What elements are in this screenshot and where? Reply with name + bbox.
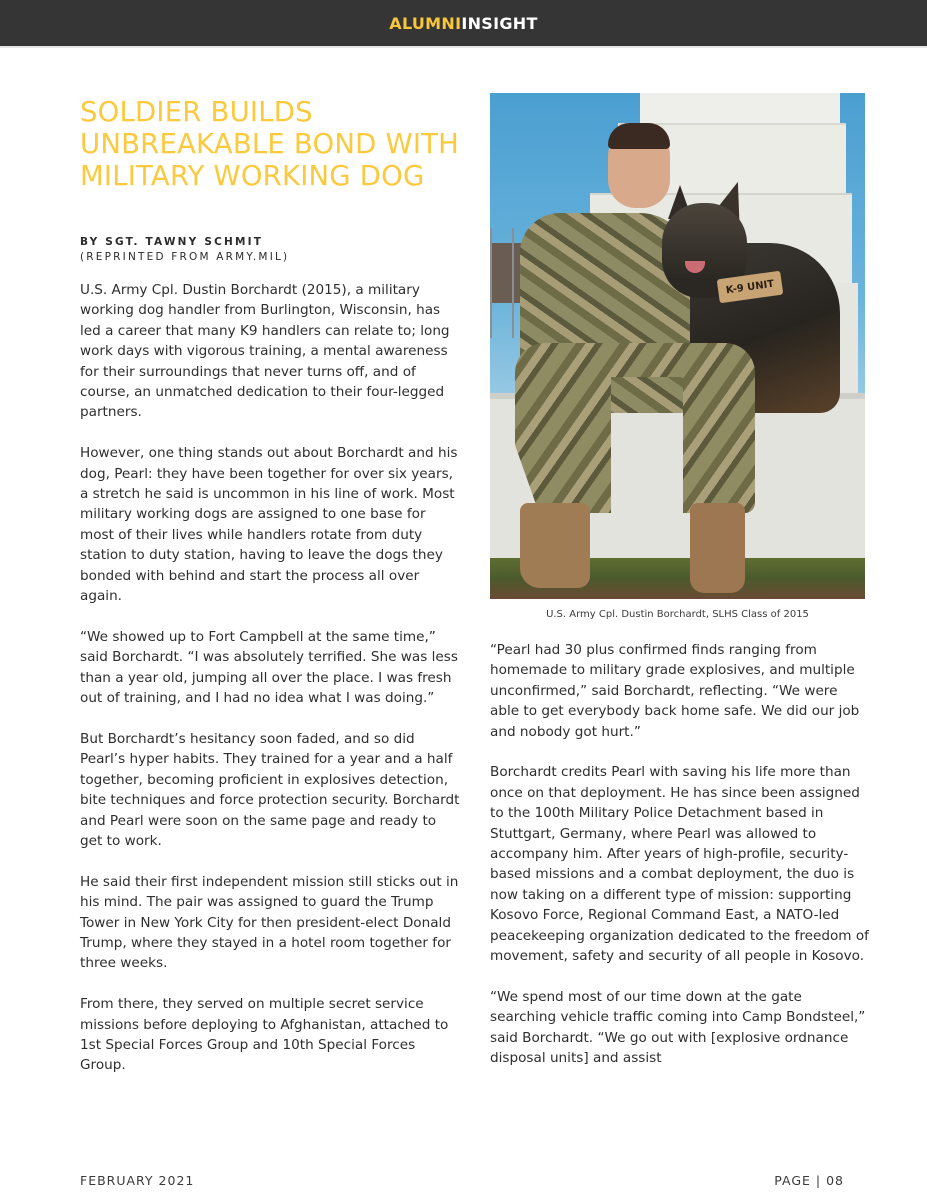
paragraph: “We showed up to Fort Campbell at the same time,” said Borchardt. “I was absolutely terrified. She was less than a year old, jumping all over the place. I was fresh out of training, and I had no idea what I was doing.” [80,628,458,707]
paragraph: He said their first independent mission still sticks out in his mind. The pair was assigned to guard the Trump Tower in New York City for then president-elect Donald Trump, where they stayed in a hotel room together for three weeks. [80,873,459,972]
article-headline: SOLDIER BUILDS UNBREAKABLE BOND WITH MILITARY WORKING DOG [80,96,460,192]
byline [80,235,289,265]
paragraph: “We spend most of our time down at the gate searching vehicle traffic coming into Camp Bondsteel,” said Borchardt. “We go out with [explosive ordnance disposal units] and assist [490,988,866,1067]
byline-author: BY SGT. TAWNY SCHMIT [80,236,264,248]
paragraph: But Borchardt’s hesitancy soon faded, and so did Pearl’s hyper habits. They trained for a year and a half together, becoming proficient in explosives detection, bite techniques and force protection security. Borchardt and Pearl were soon on the same page and ready to get to work. [80,730,460,849]
byline-source: (REPRINTED FROM ARMY.MIL) [80,251,290,263]
photo-boot [690,503,745,593]
photo-k9-vest-label: K-9 UNIT [717,271,784,304]
footer-page-number: PAGE | 08 [774,1173,844,1188]
footer-issue-date: FEBRUARY 2021 [80,1173,195,1188]
masthead-divider [0,46,927,48]
article-column-right [490,640,870,1089]
logo-part-insight: INSIGHT [461,13,538,33]
paragraph: “Pearl had 30 plus confirmed finds ranging from homemade to military grade explosives, and multiple unconfirmed,” said Borchardt, reflecting. “We were able to get everybody back home safe. We did our job and nobody got hurt.” [490,642,860,740]
photo-soldier-hair [608,123,670,149]
paragraph: However, one thing stands out about Borchardt and his dog, Pearl: they have been together for over six years, a stretch he said is uncommon in his line of work. Most military working dogs are assigned to one base for most of their lives while handlers rotate from duty station to duty station, having to leave the dogs they bonded with behind and start the process all over again. [80,445,458,605]
logo-part-alumni: ALUMNI [389,13,462,33]
paragraph: From there, they served on multiple secret service missions before deploying to Afghanistan, attached to 1st Special Forces Group and 10th Special Forces Group. [80,996,449,1074]
paragraph: U.S. Army Cpl. Dustin Borchardt (2015), a military working dog handler from Burlington, Wisconsin, has led a career that many K9 handlers can relate to; long work days with vigorous training, a mental awareness for their surroundings that never turns off, and of course, an unmatched dedication to their four-legged partners. [80,282,450,421]
publication-logo [389,14,537,33]
photo-caption: U.S. Army Cpl. Dustin Borchardt, SLHS Class of 2015 [546,609,809,620]
article-column-left [80,280,462,1096]
photo-boot [520,503,590,588]
article-photo [490,93,865,599]
photo-wall-step [640,93,840,123]
masthead [0,0,927,46]
paragraph: Borchardt credits Pearl with saving his life more than once on that deployment. He has since been assigned to the 100th Military Police Detachment based in Stuttgart, Germany, where Pearl was allowed to accompany him. After years of high-profile, security-based missions and a combat deployment, the duo is now taking on a different type of mission: supporting Kosovo Force, Regional Command East, a NATO-led peacekeeping organization dedicated to the freedom of movement, safety and security of all people in Kosovo. [490,764,869,965]
